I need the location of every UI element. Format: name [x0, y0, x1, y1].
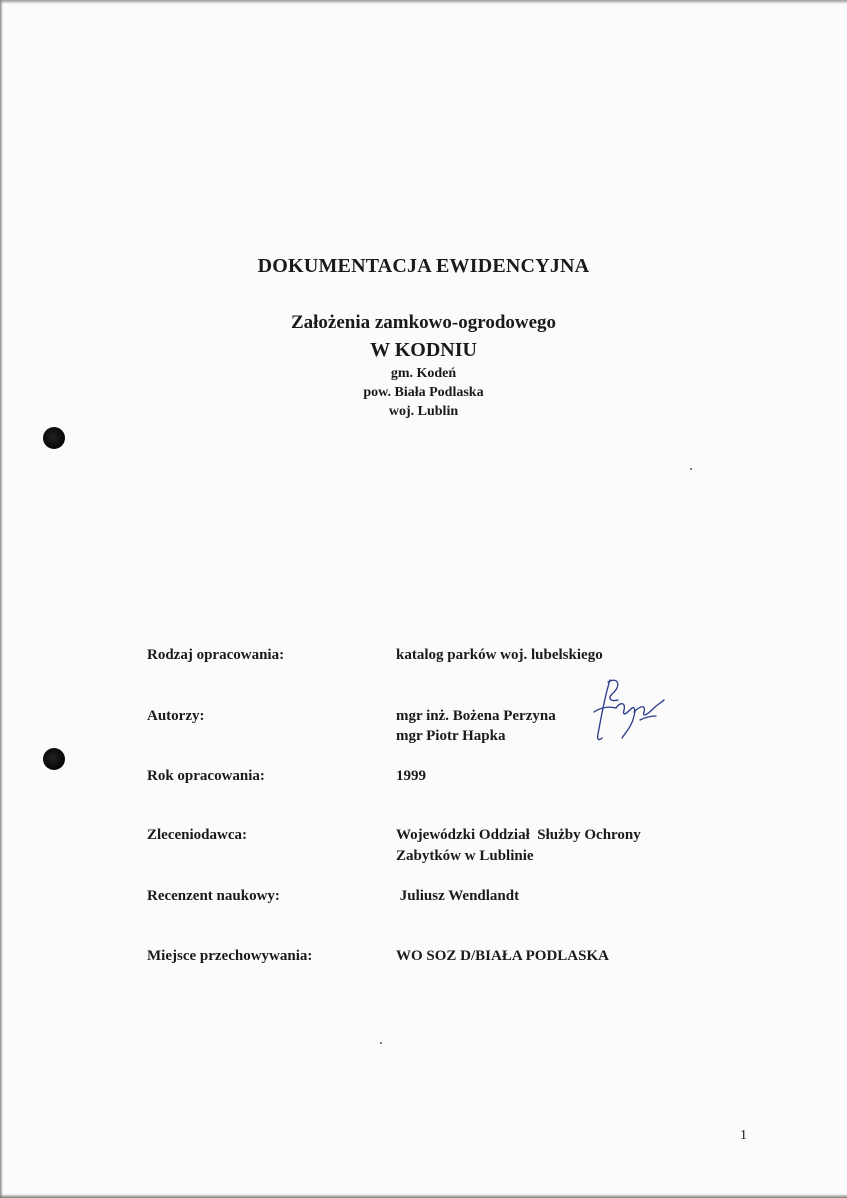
- scan-edge-left: [0, 0, 3, 1198]
- field-value-storage: WO SOZ D/BIAŁA PODLASKA: [396, 948, 609, 964]
- punch-hole-bottom: [43, 748, 65, 770]
- handwritten-signature: [588, 672, 668, 752]
- document-title: DOKUMENTACJA EWIDENCYJNA: [257, 255, 590, 277]
- field-value-year: 1999: [396, 768, 426, 784]
- field-label-reviewer: Recenzent naukowy:: [147, 888, 280, 904]
- field-value-commissioner-1: Wojewódzki Oddział Służby Ochrony: [396, 827, 641, 843]
- field-value-author-2: mgr Piotr Hapka: [396, 728, 506, 744]
- page-number: 1: [740, 1128, 747, 1143]
- punch-hole-top: [43, 427, 65, 449]
- document-subtitle: Założenia zamkowo-ogrodowego: [290, 312, 557, 333]
- field-value-commissioner-2: Zabytków w Lublinie: [396, 848, 534, 864]
- field-value-type: katalog parków woj. lubelskiego: [396, 647, 603, 663]
- field-value-author-1: mgr inż. Bożena Perzyna: [396, 708, 556, 724]
- field-label-authors: Autorzy:: [147, 708, 205, 724]
- location-voivodeship: woj. Lublin: [388, 404, 459, 419]
- field-value-reviewer: Juliusz Wendlandt: [396, 888, 520, 904]
- scan-edge-top: [0, 0, 847, 4]
- place-name: W KODNIU: [370, 339, 477, 361]
- field-label-commissioner: Zleceniodawca:: [147, 827, 247, 843]
- scan-speck: [380, 1042, 382, 1044]
- field-label-storage: Miejsce przechowywania:: [147, 948, 313, 964]
- field-label-year: Rok opracowania:: [147, 768, 265, 784]
- scan-edge-bottom: [0, 1194, 847, 1198]
- location-commune: gm. Kodeń: [390, 366, 457, 381]
- scan-speck: [690, 468, 692, 470]
- field-label-type: Rodzaj opracowania:: [147, 647, 285, 663]
- location-county: pow. Biała Podlaska: [363, 385, 484, 400]
